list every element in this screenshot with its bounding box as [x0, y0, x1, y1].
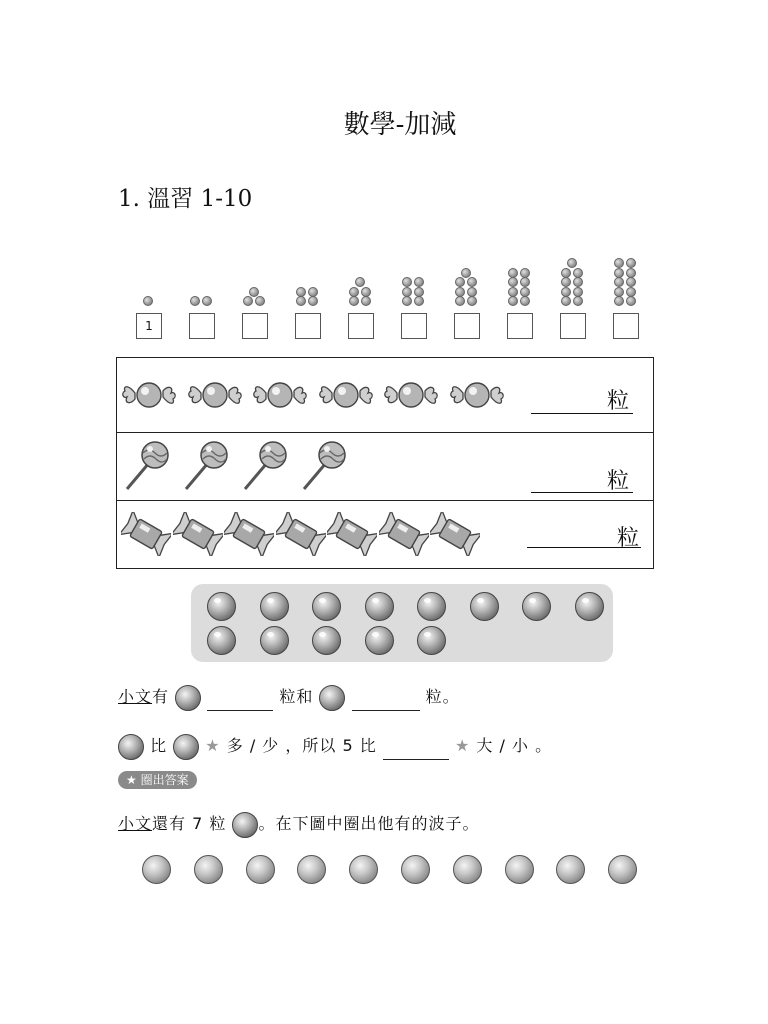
count-dot [626, 268, 636, 278]
text-instruction: 。在下圖中圈出他有的波子。 [258, 814, 480, 833]
count-answer-box-6[interactable] [401, 313, 427, 339]
selectable-marble[interactable] [297, 855, 326, 884]
count-dot [626, 287, 636, 297]
count-dot [455, 287, 465, 297]
count-dot [626, 296, 636, 306]
count-dot [467, 287, 477, 297]
count-dot [361, 296, 371, 306]
wrapped-square-candy-icon [327, 512, 377, 556]
unit-label-3: 粒 [617, 526, 640, 551]
count-dot [355, 277, 365, 287]
wrapped-round-candy-icon [121, 375, 177, 415]
wrapped-round-candy-icon [383, 375, 439, 415]
count-dot [626, 258, 636, 268]
text-so: ，所以 5 比 [285, 736, 377, 755]
count-dot [614, 258, 624, 268]
section-heading: 1. 溫習 1-10 [118, 186, 253, 212]
count-dot [361, 287, 371, 297]
count-dot [508, 268, 518, 278]
count-dot [296, 287, 306, 297]
selectable-marble[interactable] [608, 855, 637, 884]
choice-big-small[interactable]: 大 / 小 [476, 736, 529, 755]
selectable-marble[interactable] [505, 855, 534, 884]
count-dot [414, 287, 424, 297]
marble [260, 592, 289, 621]
count-dot [508, 277, 518, 287]
unit-label-2: 粒 [607, 469, 630, 494]
sentence-2 [118, 733, 552, 760]
count-dot [561, 268, 571, 278]
count-dot [467, 296, 477, 306]
count-dot [573, 268, 583, 278]
count-answer-box-5[interactable] [348, 313, 374, 339]
count-dot [202, 296, 212, 306]
selectable-marble[interactable] [142, 855, 171, 884]
count-answer-box-10[interactable] [613, 313, 639, 339]
selectable-marble[interactable] [194, 855, 223, 884]
answer-blank-5[interactable] [352, 694, 420, 711]
text-unit: 粒。 [425, 687, 460, 706]
lollipop-icon [180, 439, 230, 493]
count-dot [190, 296, 200, 306]
count-dot [614, 277, 624, 287]
count-dot [455, 296, 465, 306]
unit-label-1: 粒 [607, 389, 630, 414]
count-dot [414, 296, 424, 306]
wrapped-square-candy-icon [224, 512, 274, 556]
table-divider [117, 432, 653, 433]
text-period: 。 [535, 736, 553, 755]
candy-table [116, 357, 654, 569]
circle-answer-tag: ★ 圈出答案 [118, 771, 197, 789]
count-dot [455, 277, 465, 287]
count-dot [143, 296, 153, 306]
count-dot [573, 287, 583, 297]
count-dot [573, 296, 583, 306]
count-dot [561, 277, 571, 287]
selectable-marble[interactable] [349, 855, 378, 884]
text-compare: 比 [150, 736, 168, 755]
wrapped-round-candy-icon [318, 375, 374, 415]
marble [365, 592, 394, 621]
selectable-marble[interactable] [453, 855, 482, 884]
candy-row-1 [117, 358, 653, 432]
count-dot [626, 277, 636, 287]
wrapped-square-candy-icon [430, 512, 480, 556]
count-answer-box-2[interactable] [189, 313, 215, 339]
count-dot [308, 287, 318, 297]
name-xiaowen: 小文 [118, 687, 153, 706]
selectable-marble[interactable] [401, 855, 430, 884]
count-answer-box-4[interactable] [295, 313, 321, 339]
marble [417, 592, 446, 621]
count-dot [402, 296, 412, 306]
count-dot [349, 296, 359, 306]
lollipop-icon [298, 439, 348, 493]
sentence-1 [118, 684, 460, 711]
count-answer-box-9[interactable] [560, 313, 586, 339]
candy-row-3 [117, 502, 653, 568]
count-dot [255, 296, 265, 306]
marble [312, 626, 341, 655]
count-dot [308, 296, 318, 306]
marble [522, 592, 551, 621]
count-dot [567, 258, 577, 268]
answer-blank-4[interactable] [207, 694, 273, 711]
count-dot [243, 296, 253, 306]
wrapped-square-candy-icon [379, 512, 429, 556]
count-dot [614, 296, 624, 306]
marble-panel [191, 584, 613, 662]
count-dot [561, 287, 571, 297]
name-xiaowen: 小文 [118, 814, 153, 833]
count-dot [573, 277, 583, 287]
count-dot [520, 268, 530, 278]
count-dot [402, 287, 412, 297]
count-answer-box-8[interactable] [507, 313, 533, 339]
count-answer-box-7[interactable] [454, 313, 480, 339]
text-and: 粒和 [279, 687, 314, 706]
wrapped-square-candy-icon [173, 512, 223, 556]
count-dot [402, 277, 412, 287]
lollipop-row [117, 434, 653, 500]
count-dot [508, 287, 518, 297]
wrapped-square-candy-icon [276, 512, 326, 556]
text-seven: 還有 7 粒 [152, 814, 227, 833]
count-answer-box-3[interactable] [242, 313, 268, 339]
marble [260, 626, 289, 655]
count-dot [614, 287, 624, 297]
count-dot [296, 296, 306, 306]
count-answer-box-1[interactable]: 1 [136, 313, 162, 339]
wrapped-square-candy-icon [121, 512, 171, 556]
count-dot [520, 287, 530, 297]
marble [207, 626, 236, 655]
page-title: 數學-加減 [343, 110, 457, 140]
count-dot [520, 277, 530, 287]
count-dot [520, 296, 530, 306]
wrapped-round-candy-icon [187, 375, 243, 415]
text-have: 有 [152, 687, 170, 706]
star-icon: ★ [205, 736, 221, 755]
selectable-marble[interactable] [556, 855, 585, 884]
table-divider [117, 500, 653, 501]
count-dot [467, 277, 477, 287]
count-dot [561, 296, 571, 306]
marble-icon [319, 685, 345, 711]
count-dot [614, 268, 624, 278]
lollipop-icon [239, 439, 289, 493]
count-dot [349, 287, 359, 297]
choice-more-less[interactable]: 多 / 少 [226, 736, 280, 755]
sentence-3 [118, 811, 479, 838]
marble-icon [118, 734, 144, 760]
marble-icon [175, 685, 201, 711]
marble [575, 592, 604, 621]
count-dot [508, 296, 518, 306]
marble [312, 592, 341, 621]
selectable-marble[interactable] [246, 855, 275, 884]
marble [417, 626, 446, 655]
marble-icon [232, 812, 258, 838]
count-dot [249, 287, 259, 297]
marble-icon [173, 734, 199, 760]
lollipop-icon [121, 439, 171, 493]
star-icon: ★ [454, 736, 471, 755]
wrapped-round-candy-icon [449, 375, 505, 415]
answer-blank-6[interactable] [383, 743, 449, 760]
marble [207, 592, 236, 621]
count-dot [414, 277, 424, 287]
wrapped-round-candy-icon [252, 375, 308, 415]
marble [470, 592, 499, 621]
count-dot [461, 268, 471, 278]
marble [365, 626, 394, 655]
